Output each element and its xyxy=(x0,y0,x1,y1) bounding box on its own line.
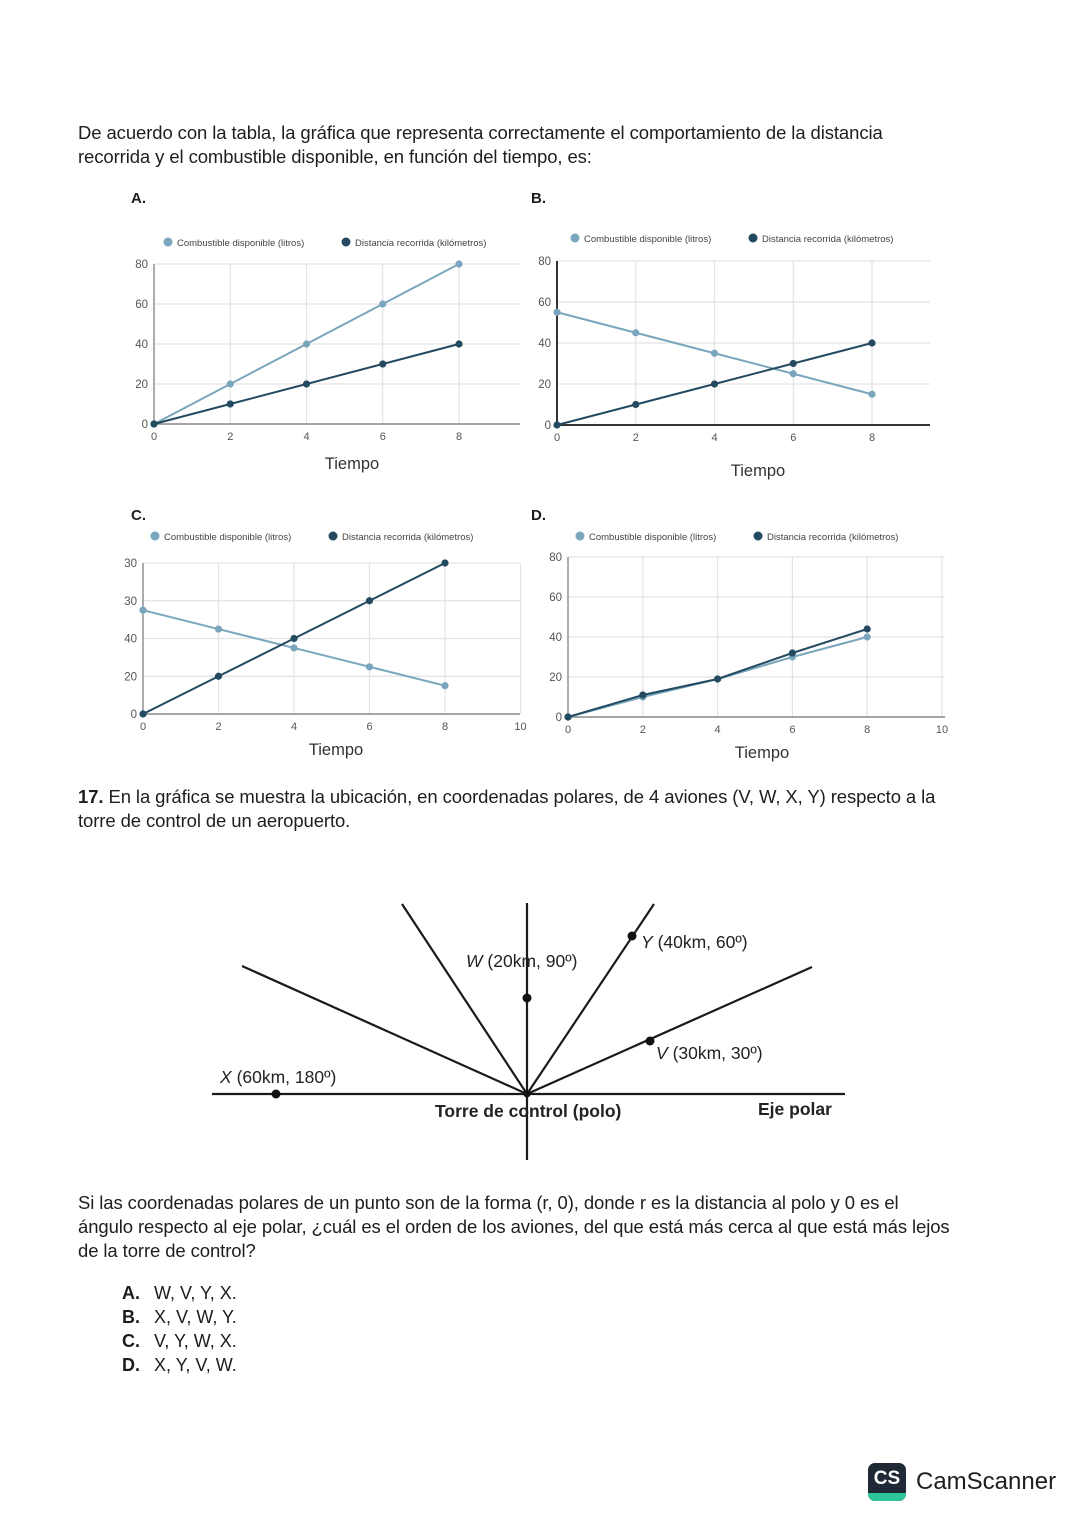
distance-data-point xyxy=(632,401,639,408)
chart-d-label: D. xyxy=(531,507,546,524)
y-tick-label: 60 xyxy=(538,297,551,309)
distance-data-point xyxy=(711,380,718,387)
distance-data-point xyxy=(366,597,373,604)
fuel-data-point xyxy=(711,350,718,357)
legend-distance-marker xyxy=(329,532,338,541)
point-y xyxy=(628,932,637,941)
pole-point xyxy=(524,1091,531,1098)
distance-data-point xyxy=(564,713,571,720)
fuel-data-point xyxy=(303,340,310,347)
option-letter: B. xyxy=(122,1307,140,1327)
fuel-data-point xyxy=(455,260,462,267)
y-tick-label: 40 xyxy=(124,633,137,646)
option-letter: A. xyxy=(122,1283,140,1303)
legend-distance-label: Distancia recorrida (kilómetros) xyxy=(342,532,474,543)
fuel-data-point xyxy=(790,370,797,377)
legend-fuel-marker xyxy=(151,532,160,541)
fuel-data-point xyxy=(366,663,373,670)
option-text: W, V, Y, X. xyxy=(154,1283,237,1303)
question-17-body-line-1: Si las coordenadas polares de un punto son de la forma (r, 0), donde r es la distancia al polo y 0 es el xyxy=(78,1192,899,1213)
distance-data-point xyxy=(714,675,721,682)
option-text: X, V, W, Y. xyxy=(154,1307,237,1327)
y-tick-label: 80 xyxy=(549,552,562,564)
x-tick-label: 8 xyxy=(441,721,449,733)
distance-data-point xyxy=(441,559,448,566)
x-tick-label: 0 xyxy=(150,431,158,443)
x-tick-label: 2 xyxy=(639,724,646,736)
answer-options xyxy=(122,1281,237,1377)
legend-distance-marker xyxy=(754,532,763,541)
x-axis-title: Tiempo xyxy=(734,744,790,762)
distance-data-point xyxy=(139,710,146,717)
fuel-data-point xyxy=(868,391,875,398)
x-tick-label: 0 xyxy=(553,432,561,444)
legend-fuel-label: Combustible disponible (litros) xyxy=(177,238,305,249)
question-17-line-2: torre de control de un aeropuerto. xyxy=(78,810,351,831)
distance-data-point xyxy=(639,691,646,698)
answer-option-a[interactable] xyxy=(122,1281,237,1305)
camscanner-name: CamScanner xyxy=(916,1468,1057,1495)
x-tick-label: 6 xyxy=(379,431,386,443)
distance-data-point xyxy=(215,673,222,680)
x-tick-label: 0 xyxy=(139,721,147,733)
x-tick-label: 4 xyxy=(303,431,310,443)
distance-data-point xyxy=(303,380,310,387)
y-tick-label: 60 xyxy=(135,299,148,311)
y-tick-label: 30 xyxy=(124,558,137,570)
chart-b xyxy=(538,234,930,481)
answer-option-b[interactable] xyxy=(122,1305,237,1329)
y-tick-label: 20 xyxy=(135,379,148,391)
legend-fuel-label: Combustible disponible (litros) xyxy=(584,234,712,245)
x-tick-label: 2 xyxy=(215,721,222,733)
chart-a-label: A. xyxy=(131,190,146,207)
y-tick-label: 20 xyxy=(538,379,551,391)
chart-b-label: B. xyxy=(531,190,546,207)
distance-data-point xyxy=(868,339,875,346)
x-tick-label: 2 xyxy=(227,431,234,443)
legend-fuel-label: Combustible disponible (litros) xyxy=(164,532,292,543)
fuel-data-point xyxy=(379,300,386,307)
answer-option-c[interactable] xyxy=(122,1329,237,1353)
polar-axis-label: Eje polar xyxy=(758,1099,832,1119)
x-tick-label: 8 xyxy=(455,431,463,443)
x-tick-label: 2 xyxy=(632,432,639,444)
fuel-data-point xyxy=(227,380,234,387)
x-axis-title: Tiempo xyxy=(308,741,364,759)
option-letter: C. xyxy=(122,1331,140,1351)
distance-data-point xyxy=(379,360,386,367)
x-tick-label: 10 xyxy=(514,721,527,733)
legend-fuel-marker xyxy=(164,238,173,247)
camscanner-watermark xyxy=(868,1463,1056,1501)
y-tick-label: 30 xyxy=(124,595,137,608)
distance-data-point xyxy=(790,360,797,367)
legend-fuel-marker xyxy=(571,234,580,243)
distance-data-point xyxy=(227,400,234,407)
chart-c-label: C. xyxy=(131,507,146,524)
x-tick-label: 0 xyxy=(564,724,572,736)
question-16-line-1: De acuerdo con la tabla, la gráfica que representa correctamente el comportamiento de la distancia xyxy=(78,122,883,143)
label-x: X (60km, 180º) xyxy=(220,1067,337,1087)
fuel-data-point xyxy=(290,644,297,651)
y-tick-label: 60 xyxy=(549,592,562,604)
x-tick-label: 10 xyxy=(935,724,949,736)
y-tick-label: 20 xyxy=(549,672,562,684)
answer-option-d[interactable] xyxy=(122,1353,237,1377)
y-tick-label: 80 xyxy=(135,259,148,271)
camscanner-logo-icon xyxy=(868,1463,906,1501)
question-17-text xyxy=(78,785,935,833)
label-w: W (20km, 90º) xyxy=(466,951,578,971)
question-17-line-1: En la gráfica se muestra la ubicación, en coordenadas polares, de 4 aviones (V, W, X, Y) respecto a la xyxy=(108,786,936,807)
x-tick-label: 8 xyxy=(864,724,871,736)
legend-distance-label: Distancia recorrida (kilómetros) xyxy=(767,532,899,543)
x-tick-label: 6 xyxy=(790,432,797,444)
legend-distance-marker xyxy=(342,238,351,247)
question-17-body-line-3: de la torre de control? xyxy=(78,1240,256,1261)
y-tick-label: 40 xyxy=(135,339,148,351)
option-text: X, Y, V, W. xyxy=(154,1355,237,1375)
y-tick-label: 80 xyxy=(538,256,551,268)
question-16-line-2: recorrida y el combustible disponible, en función del tiempo, es: xyxy=(78,146,592,167)
fuel-data-point xyxy=(864,633,871,640)
option-text: V, Y, W, X. xyxy=(154,1331,237,1351)
point-v xyxy=(646,1037,655,1046)
distance-data-point xyxy=(150,420,157,427)
point-w xyxy=(523,994,532,1003)
x-tick-label: 6 xyxy=(366,721,373,733)
question-17-number: 17. xyxy=(78,786,104,807)
y-tick-label: 0 xyxy=(544,420,551,432)
distance-data-point xyxy=(455,340,462,347)
logo-text: CS xyxy=(873,1468,901,1489)
x-tick-label: 4 xyxy=(290,721,298,733)
chart-d xyxy=(549,532,948,763)
legend-fuel-label: Combustible disponible (litros) xyxy=(589,532,717,543)
y-tick-label: 0 xyxy=(130,709,137,721)
chart-c xyxy=(124,532,526,760)
polar-diagram xyxy=(0,880,1080,1180)
label-v: V (30km, 30º) xyxy=(656,1043,763,1063)
fuel-data-point xyxy=(215,625,222,632)
distance-data-point xyxy=(290,635,297,642)
fuel-data-point xyxy=(553,309,560,316)
chart-a xyxy=(135,238,520,474)
label-y: Y (40km, 60º) xyxy=(641,932,748,952)
y-tick-label: 40 xyxy=(549,632,562,644)
legend-distance-marker xyxy=(749,234,758,243)
legend-fuel-marker xyxy=(576,532,585,541)
legend-distance-label: Distancia recorrida (kilómetros) xyxy=(762,234,894,245)
fuel-data-point xyxy=(632,329,639,336)
y-tick-label: 0 xyxy=(141,419,148,431)
fuel-data-point xyxy=(441,682,448,689)
question-17-body-line-2: ángulo respecto al eje polar, ¿cuál es el orden de los aviones, del que está más cerca al que está más lejos xyxy=(78,1216,950,1237)
x-axis-title: Tiempo xyxy=(324,455,380,473)
point-x xyxy=(272,1090,281,1099)
fuel-data-point xyxy=(139,607,146,614)
y-tick-label: 20 xyxy=(124,671,137,684)
distance-data-point xyxy=(789,649,796,656)
x-axis-title: Tiempo xyxy=(730,462,786,480)
option-letter: D. xyxy=(122,1355,140,1375)
pole-label: Torre de control (polo) xyxy=(435,1101,622,1121)
x-tick-label: 4 xyxy=(714,724,721,736)
x-tick-label: 4 xyxy=(711,432,718,444)
x-tick-label: 6 xyxy=(789,724,796,736)
distance-data-point xyxy=(864,625,871,632)
x-tick-label: 8 xyxy=(868,432,876,444)
question-17-body xyxy=(78,1191,950,1263)
legend-distance-label: Distancia recorrida (kilómetros) xyxy=(355,238,487,249)
y-tick-label: 40 xyxy=(538,338,551,350)
y-tick-label: 0 xyxy=(555,712,562,724)
distance-data-point xyxy=(553,421,560,428)
